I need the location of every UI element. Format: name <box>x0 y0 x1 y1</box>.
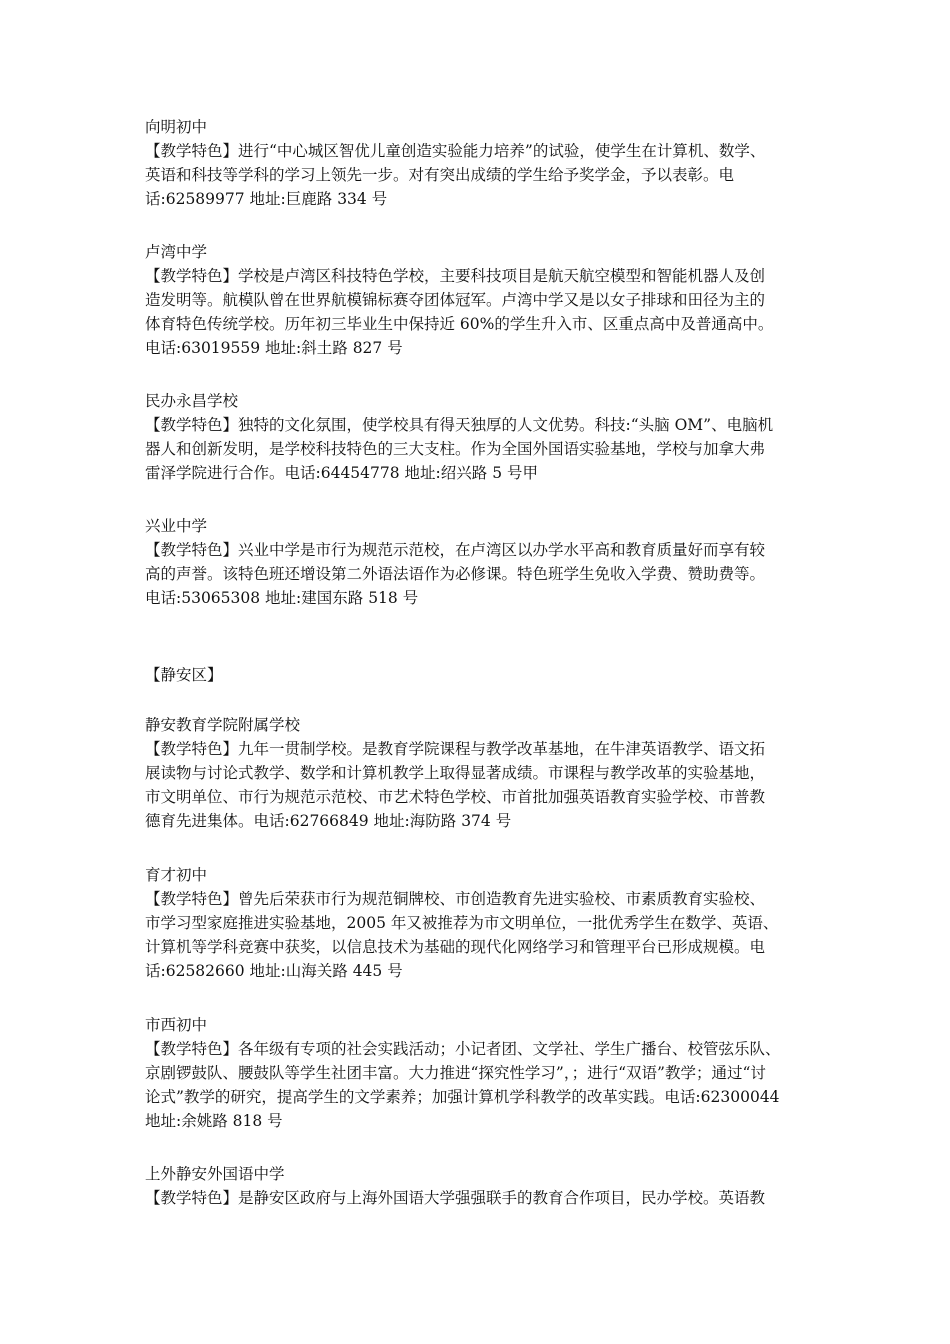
school-name: 兴业中学 <box>145 517 208 535</box>
description-line: 电话:53065308 地址:建国东路 518 号 <box>145 589 419 607</box>
description-line: 市文明单位、市行为规范示范校、市艺术特色学校、市首批加强英语教育实验学校、市普教 <box>145 788 766 806</box>
description-line: 体育特色传统学校。历年初三毕业生中保持近 60%的学生升入市、区重点高中及普通高中。 <box>145 315 774 333</box>
description-line: 【教学特色】各年级有专项的社会实践活动；小记者团、文学社、学生广播台、校管弦乐队、 <box>145 1040 781 1058</box>
school-name: 卢湾中学 <box>145 243 208 261</box>
school-name: 向明初中 <box>145 118 208 136</box>
description-line: 器人和创新发明，是学校科技特色的三大支柱。作为全国外国语实验基地，学校与加拿大弗 <box>145 440 766 458</box>
school-name: 市西初中 <box>145 1016 208 1034</box>
school-entry <box>145 389 815 485</box>
description-line: 【教学特色】曾先后荣获市行为规范铜牌校、市创造教育先进实验校、市素质教育实验校、 <box>145 890 766 908</box>
school-entry <box>145 115 815 211</box>
school-name: 上外静安外国语中学 <box>145 1165 285 1183</box>
school-entry <box>145 514 815 610</box>
description-line: 市学习型家庭推进实验基地，2005 年又被推荐为市文明单位，一批优秀学生在数学、英语、 <box>145 914 779 932</box>
description-line: 英语和科技等学科的学习上领先一步。对有突出成绩的学生给予奖学金，予以表彰。电 <box>145 166 735 184</box>
description-line: 计算机等学科竞赛中获奖，以信息技术为基础的现代化网络学习和管理平台已形成规模。电 <box>145 938 766 956</box>
school-name: 静安教育学院附属学校 <box>145 716 301 734</box>
description-line: 雷泽学院进行合作。电话:64454778 地址:绍兴路 5 号甲 <box>145 464 538 482</box>
school-name: 民办永昌学校 <box>145 392 239 410</box>
description-line: 【教学特色】是静安区政府与上海外国语大学强强联手的教育合作项目，民办学校。英语教 <box>145 1189 766 1207</box>
description-line: 话:62582660 地址:山海关路 445 号 <box>145 962 403 980</box>
description-line: 【教学特色】九年一贯制学校。是教育学院课程与教学改革基地，在牛津英语教学、语文拓 <box>145 740 766 758</box>
description-line: 电话:63019559 地址:斜土路 827 号 <box>145 339 403 357</box>
description-line: 【教学特色】学校是卢湾区科技特色学校，主要科技项目是航天航空模型和智能机器人及创 <box>145 267 766 285</box>
description-line: 德育先进集体。电话:62766849 地址:海防路 374 号 <box>145 812 512 830</box>
description-line: 造发明等。航模队曾在世界航模锦标赛夺团体冠军。卢湾中学又是以女子排球和田径为主的 <box>145 291 766 309</box>
description-line: 论式”教学的研究，提高学生的文学素养；加强计算机学科教学的改革实践。电话:62300044 <box>145 1088 780 1106</box>
school-entry <box>145 863 815 983</box>
description-line: 地址:余姚路 818 号 <box>145 1112 283 1130</box>
description-line: 展读物与讨论式教学、数学和计算机教学上取得显著成绩。市课程与教学改革的实验基地， <box>145 764 766 782</box>
description-line: 【教学特色】兴业中学是市行为规范示范校，在卢湾区以办学水平高和教育质量好而享有较 <box>145 541 766 559</box>
school-entry <box>145 1162 815 1210</box>
description-line: 【教学特色】进行“中心城区智优儿童创造实验能力培养”的试验，使学生在计算机、数学、 <box>145 142 766 160</box>
school-name: 育才初中 <box>145 866 208 884</box>
school-entry <box>145 713 815 833</box>
school-entry <box>145 240 815 360</box>
district-heading-block <box>145 663 815 687</box>
description-line: 话:62589977 地址:巨鹿路 334 号 <box>145 190 388 208</box>
school-entry <box>145 1013 815 1133</box>
description-line: 【教学特色】独特的文化氛围，使学校具有得天独厚的人文优势。科技:“头脑 OM”、电脑机 <box>145 416 774 434</box>
district-heading: 【静安区】 <box>145 666 223 684</box>
description-line: 高的声誉。该特色班还增设第二外语法语作为必修课。特色班学生免收入学费、赞助费等。 <box>145 565 766 583</box>
description-line: 京剧锣鼓队、腰鼓队等学生社团丰富。大力推进“探究性学习”，；进行“双语”教学；通过“讨 <box>145 1064 766 1082</box>
